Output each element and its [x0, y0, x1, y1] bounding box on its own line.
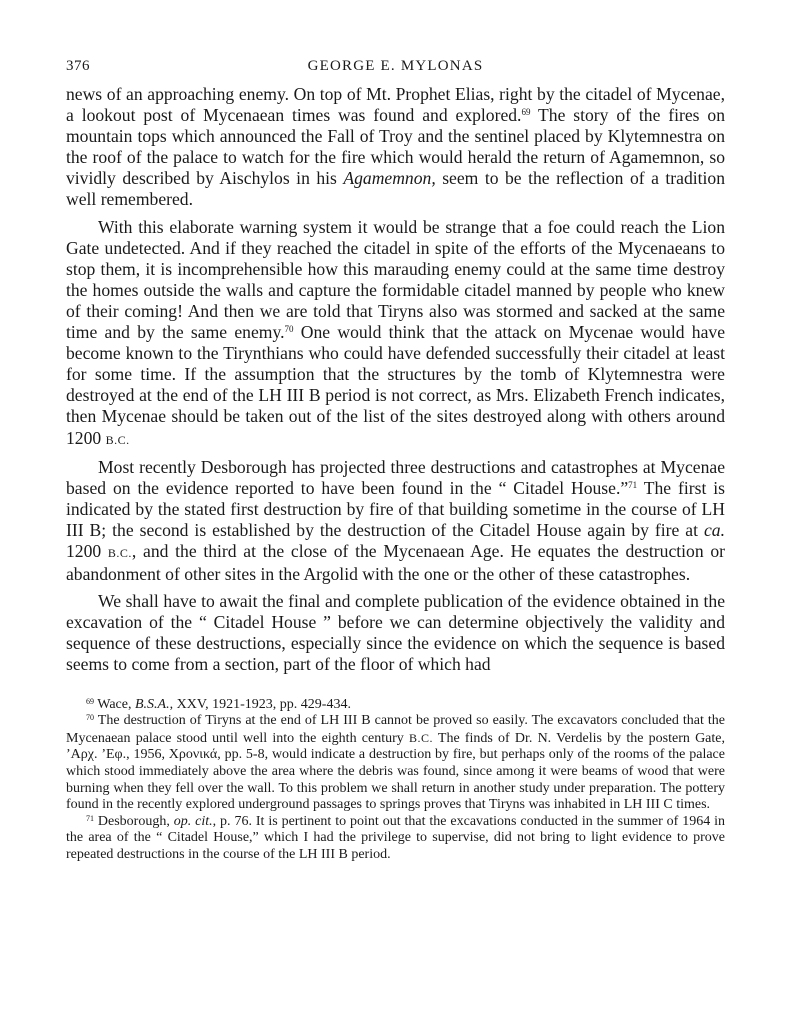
- paragraph-3: Most recently Desborough has projected three destructions and catastrophes at Mycenae based on the evidence reported to have been found in the “ Citadel House.”$^{71}$ The first is indicated by the stated first destruction by fire of that building sometime in the course of LH III B; the second is established by the destruction of the Citadel House again by fire at ca. 1200 B.C., and the third at the close of the Mycenaean Age. He equates the destruction or abandonment of other sites in the Argolid with the one or the other of these catastrophes.: [66, 456, 725, 585]
- running-header: [66, 58, 725, 84]
- paragraph-2: With this elaborate warning system it would be strange that a foe could reach the Lion Gate undetected. And if they reached the citadel in spite of the efforts of the Mycenaeans to stop them, it is incomprehensible how this marauding enemy could at the same time destroy the homes outside the walls and capture the formidable citadel manned by people who knew of their coming! And then we are told that Tiryns also was stormed and sacked at the same time and by the same enemy.$^{70}$ One would think that the attack on Mycenae would have become known to the Tirynthians who could have defended successfully their citadel at least for some time. If the assumption that the structures by the tomb of Klytemnestra were destroyed at the end of the LH III B period is not correct, as Mrs. Elizabeth French indicates, then Mycenae should be taken out of the list of the sites destroyed along with others around 1200 B.C.: [66, 216, 725, 448]
- footnote-ref-70[interactable]: 70: [284, 324, 294, 335]
- paragraph-4: We shall have to await the final and complete publication of the evidence obtained in the excavation of the “ Citadel House ” before we can determine objectively the validity and sequence of these destructions, especially since the evidence on which the sequence is based seems to come from a section, part of the floor of which had: [66, 591, 725, 675]
- body-text: [66, 84, 725, 676]
- footnote-ref-69[interactable]: 69: [521, 107, 531, 118]
- footnote-69: $^{69}$ Wace, B.S.A., XXV, 1921-1923, pp. 429-434.: [86, 696, 351, 712]
- paragraph-1: news of an approaching enemy. On top of Mt. Prophet Elias, right by the citadel of Mycenae, a lookout post of Mycenaean times was found and explored.$^{69}$ The story of the fires on mountain tops which announced the Fall of Troy and the sentinel placed by Klytemnestra on the roof of the palace to watch for the fire which would herald the return of Agamemnon, so vividly described by Aischylos in his Agamemnon, seem to be the reflection of a tradition well remembered.: [66, 84, 725, 210]
- page-number: 376: [66, 58, 90, 74]
- running-head-author: GEORGE E. MYLONAS: [307, 58, 484, 74]
- footnote-71: $^{71}$ Desborough, op. cit., p. 76. It is pertinent to point out that the excavations conducted in the summer of 1964 in the area of the “ Citadel House,” which I had the privilege to supervise, did not bring to light evidence to prove repeated destructions in the course of the LH III B period.: [66, 813, 725, 862]
- footnotes: [66, 697, 725, 864]
- footnote-ref-71[interactable]: 71: [628, 479, 638, 490]
- footnote-70: $^{70}$ The destruction of Tiryns at the end of LH III B cannot be proved so easily. The excavators concluded that the Mycenaean palace stood until well into the eighth century B.C. The finds of Dr. N. Verdelis by the postern Gate, ’Αρχ. ’Εφ., 1956, Χρονικά, pp. 5-8, would indicate a destruction by fire, but perhaps only of the rooms of the palace which stood immediately above the area where the debris was found, since among it were beams of wood that were burning when they fell over the wall. To this problem we shall return in another study under preparation. The pottery found in the recently explored underground passages to springs proves that Tiryns was inhabited in LH III C times.: [66, 713, 725, 813]
- page: [66, 58, 725, 863]
